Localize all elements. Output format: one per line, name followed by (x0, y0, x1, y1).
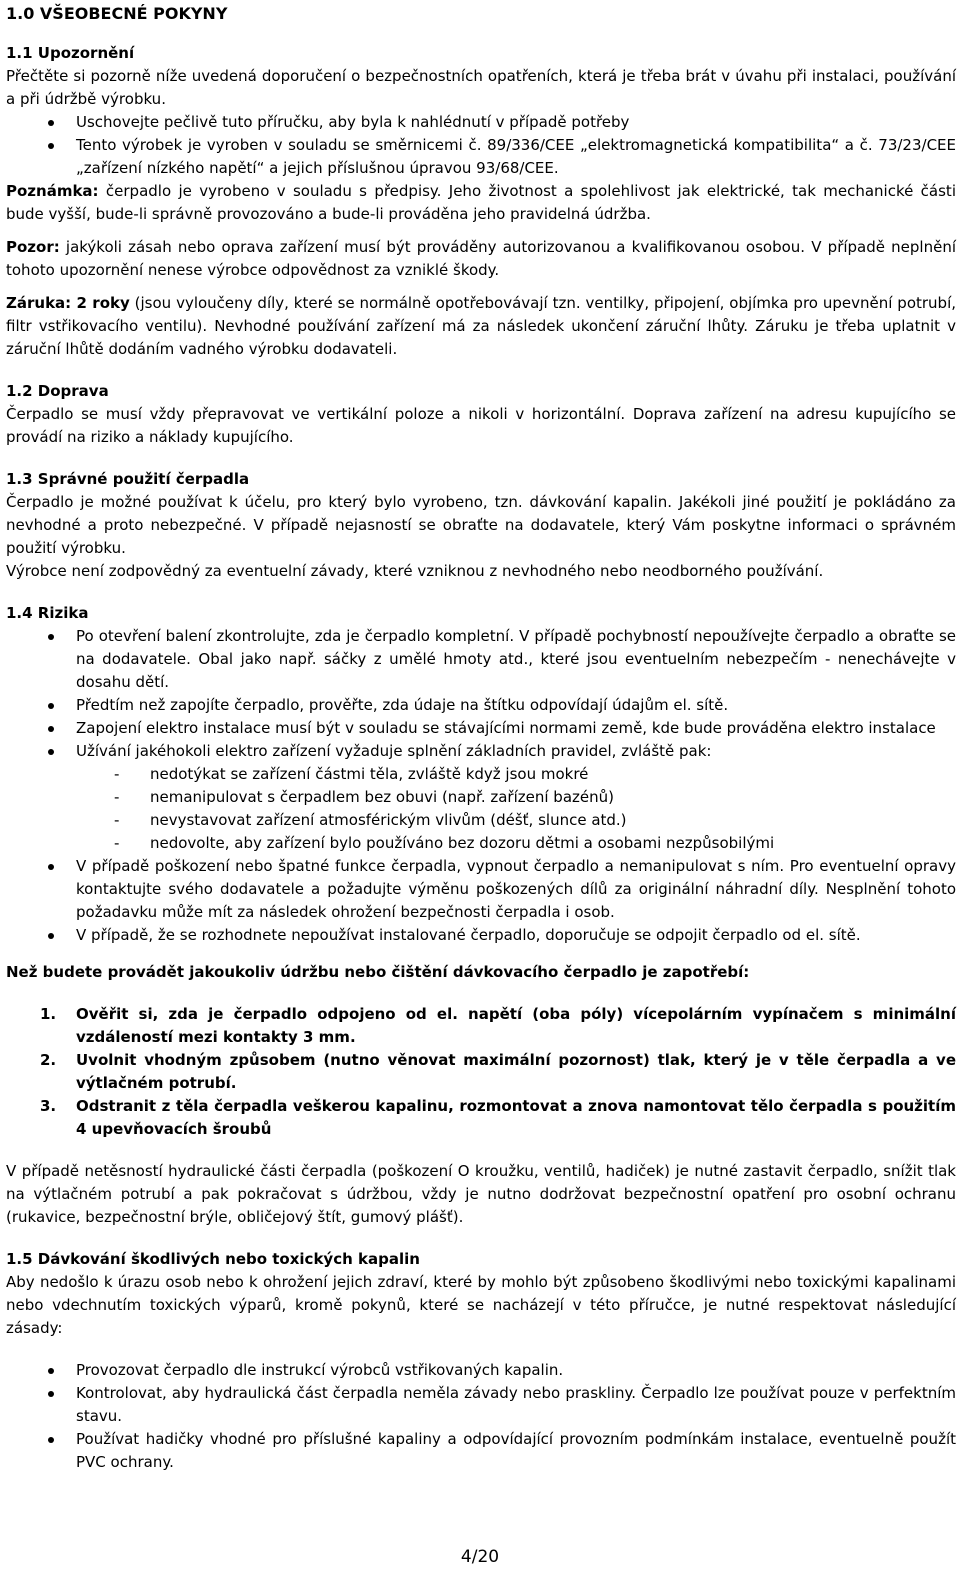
maintenance-steps (6, 1003, 956, 1141)
warnings-intro: Přečtěte si pozorně níže uvedená doporučení o bezpečnostních opatřeních, která je třeba brát v úvahu při instalaci, používání a při údržbě výrobku. (6, 67, 956, 108)
list-item: Po otevření balení zkontrolujte, zda je čerpadlo kompletní. V případě pochybností nepoužívejte čerpadlo a obraťte se na dodavatele. Obal jako např. sáčky z umělé hmoty atd., které jsou eventuelním nebezpečím - nenechávejte v dosahu dětí. (6, 625, 956, 694)
list-item: - nevystavovat zařízení atmosférickým vlivům (déšť, slunce atd.) (6, 809, 956, 832)
list-item: Zapojení elektro instalace musí být v souladu se stávajícími normami země, kde bude prováděna elektro instalace (6, 717, 956, 740)
subsection-title-transport: 1.2 Doprava (6, 382, 109, 400)
list-item (6, 1095, 956, 1141)
step-text: Odstranit z těla čerpadla veškerou kapalinu, rozmontovat a znova namontovat tělo čerpadla s použitím 4 upevňovacích šroubů (76, 1097, 956, 1138)
list-item: Užívání jakéhokoli elektro zařízení vyžaduje splnění základních pravidel, zvláště pak: (6, 740, 956, 763)
list-item: Uschovejte pečlivě tuto příručku, aby byla k nahlédnutí v případě potřeby (6, 111, 956, 134)
usage-disclaimer: Výrobce není zodpovědný za eventuelní závady, které vzniknou z nevhodného nebo neodborného používání. (6, 562, 824, 580)
step-number: 1. (40, 1005, 57, 1023)
list-item (6, 1049, 956, 1095)
note-text: čerpadlo je vyrobeno v souladu s předpisy. Jeho životnost a spolehlivost jak elektrické, tak mechanické části bude vyšší, bude-li správně provozováno a bude-li prováděna jeho pravidelná údržba. (6, 182, 956, 223)
electrical-rules-list (6, 763, 956, 855)
maintenance-after-text: V případě netěsností hydraulické části čerpadla (poškození O kroužku, ventilů, hadiček) je nutné zastavit čerpadlo, snížit tlak na výtlačném potrubí a pak pokračovat s údržbou, vždy je nutno dodržovat bezpečnostní opatření pro osobní ochranu (rukavice, bezpečnostní brýle, obličejový štít, gumový plášť). (6, 1162, 956, 1226)
warning-text: jakýkoli zásah nebo oprava zařízení musí být prováděny autorizovanou a kvalifikovanou osobou. V případě neplnění tohoto upozornění nenese výrobce odpovědnost za vzniklé škody. (6, 238, 956, 279)
step-number: 3. (40, 1097, 57, 1115)
subsection-title-toxic: 1.5 Dávkování škodlivých nebo toxických kapalin (6, 1250, 420, 1268)
list-item: Tento výrobek je vyroben v souladu se směrnicemi č. 89/336/CEE „elektromagnetická kompatibilita“ a č. 73/23/CEE „zařízení nízkého napětí“ a jejich příslušnou úpravou 93/68/CEE. (6, 134, 956, 180)
warranty-paragraph (6, 292, 956, 361)
list-item: - nedotýkat se zařízení částmi těla, zvláště když jsou mokré (6, 763, 956, 786)
document-page (6, 2, 956, 1474)
subsection-title-risks: 1.4 Rizika (6, 604, 89, 622)
maintenance-heading: Než budete provádět jakoukoliv údržbu nebo čištění dávkovacího čerpadlo je zapotřebí: (6, 963, 750, 981)
note-paragraph (6, 180, 956, 226)
list-item: Provozovat čerpadlo dle instrukcí výrobců vstřikovaných kapalin. (6, 1359, 956, 1382)
list-item: V případě, že se rozhodnete nepoužívat instalované čerpadlo, doporučuje se odpojit čerpadlo od el. sítě. (6, 924, 956, 947)
toxic-intro: Aby nedošlo k úrazu osob nebo k ohrožení jejich zdraví, které by mohlo být způsobeno škodlivými nebo toxickými kapalinami nebo vdechnutím toxických výparů, kromě pokynů, které se nacházejí v této příručce, je nutné respektovat následující zásady: (6, 1273, 956, 1337)
warranty-text: (jsou vyloučeny díly, které se normálně opotřebovávají tzn. ventilky, připojení, objímka pro upevnění potrubí, filtr vstřikovacího ventilu). Nevhodné používání zařízení má za následek ukončení záruční lhůty. Záruku je třeba uplatnit v záruční lhůtě dodáním vadného výrobku dodavateli. (6, 294, 957, 358)
list-item: Kontrolovat, aby hydraulická část čerpadla neměla závady nebo praskliny. Čerpadlo lze používat pouze v perfektním stavu. (6, 1382, 956, 1428)
risks-list-continued (6, 855, 956, 947)
list-item: - nedovolte, aby zařízení bylo používáno bez dozoru dětmi a osobami nezpůsobilými (6, 832, 956, 855)
section-title: 1.0 VŠEOBECNÉ POKYNY (6, 4, 228, 23)
list-item: V případě poškození nebo špatné funkce čerpadla, vypnout čerpadlo a nemanipulovat s ním. Pro eventuelní opravy kontaktujte svého dodavatele a požadujte výměnu poškozených dílů za originální náhradní díly. Nesplnění tohoto požadavku může mít za následek ohrožení bezpečnosti čerpadla i osob. (6, 855, 956, 924)
list-item: Používat hadičky vhodné pro příslušné kapaliny a odpovídající provozním podmínkám instalace, eventuelně použít PVC ochrany. (6, 1428, 956, 1474)
warning-paragraph (6, 236, 956, 282)
risks-list (6, 625, 956, 763)
subsection-title-warnings: 1.1 Upozornění (6, 44, 135, 62)
usage-text: Čerpadlo je možné používat k účelu, pro který bylo vyrobeno, tzn. dávkování kapalin. Jakékoli jiné použití je pokládáno za nevhodné a proto nebezpečné. V případě nejasností se obraťte na dodavatele, který Vám poskytne informaci o správném použití výrobku. (6, 493, 956, 557)
page-number: 4/20 (460, 1547, 500, 1567)
step-number: 2. (40, 1051, 57, 1069)
transport-text: Čerpadlo se musí vždy přepravovat ve vertikální poloze a nikoli v horizontální. Doprava zařízení na adresu kupujícího se provádí na riziko a náklady kupujícího. (6, 405, 956, 446)
toxic-rules-list (6, 1359, 956, 1474)
list-item (6, 1003, 956, 1049)
note-label: Poznámka: (6, 182, 99, 200)
step-text: Uvolnit vhodným způsobem (nutno věnovat maximální pozornost) tlak, který je v těle čerpadla a ve výtlačném potrubí. (76, 1051, 956, 1092)
warning-label: Pozor: (6, 238, 60, 256)
warranty-label: Záruka: 2 roky (6, 294, 130, 312)
list-item: Předtím než zapojíte čerpadlo, prověřte, zda údaje na štítku odpovídají údajům el. sítě. (6, 694, 956, 717)
subsection-title-usage: 1.3 Správné použití čerpadla (6, 470, 250, 488)
step-text: Ověřit si, zda je čerpadlo odpojeno od el. napětí (oba póly) vícepolárním vypínačem s minimální vzdáleností mezi kontakty 3 mm. (76, 1005, 956, 1046)
list-item: - nemanipulovat s čerpadlem bez obuvi (např. zařízení bazénů) (6, 786, 956, 809)
warnings-list (6, 111, 956, 180)
